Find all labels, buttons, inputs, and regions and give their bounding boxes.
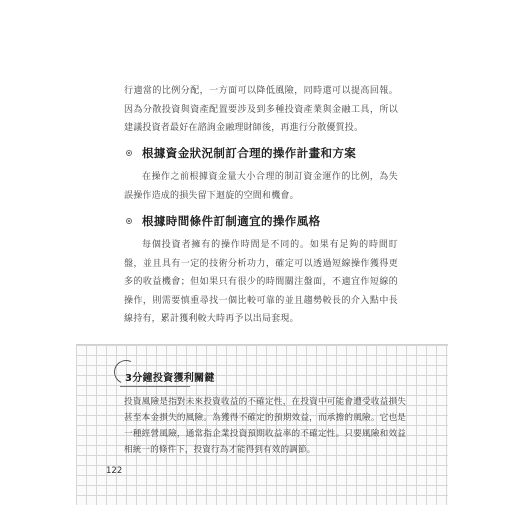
tip-box-body: 投資風險是指對未來投資收益的不確定性，在投資中可能會遭受收益損失甚至本金損失的風險。為獲得不確定的預期效益，而承擔的風險。它也是一種經營風險，通常指企業投資預期收益率的不確定性。只要風險和效益相統一的條件下，投資行為才能得到有效的調節。 <box>124 397 406 455</box>
section-heading-1 <box>126 144 356 162</box>
circle-bullet-icon <box>126 150 132 156</box>
section-body-2: 每個投資者擁有的操作時間是不同的。如果有足夠的時間盯盤，並且具有一定的技術分析功力，確定可以透過短線操作獲得更多的收益機會；但如果只有很少的時間關注盤面，不適宜作短線的操作，則需要慎重尋找一個比較可靠的並且趨勢較長的介入點中長線持有，累計獲利較大時再予以出局套現。 <box>124 240 398 324</box>
section-body-1: 在操作之前根據資金量大小合理的制訂資金運作的比例，為失誤操作造成的損失留下迴旋的空間和機會。 <box>124 172 398 201</box>
page-number: 122 <box>106 466 123 476</box>
circle-bullet-icon <box>126 218 132 224</box>
intro-paragraph: 行適當的比例分配，一方面可以降低風險，同時還可以提高回報。因為分散投資與資產配置要涉及到多種投資產業與金融工具，所以建議投資者最好在諮詢金融理財師後，再進行分散優質投。 <box>124 86 398 133</box>
section-heading-2-text: 根據時間條件訂制適宜的操作風格 <box>142 214 321 228</box>
tip-box-title-text: 3分鐘投資獲利關鍵 <box>125 372 215 384</box>
tip-title-underline <box>120 386 190 387</box>
section-heading-1-text: 根據資金狀況制訂合理的操作計畫和方案 <box>142 146 357 160</box>
tip-box-title <box>117 366 215 386</box>
section-heading-2 <box>126 212 321 230</box>
